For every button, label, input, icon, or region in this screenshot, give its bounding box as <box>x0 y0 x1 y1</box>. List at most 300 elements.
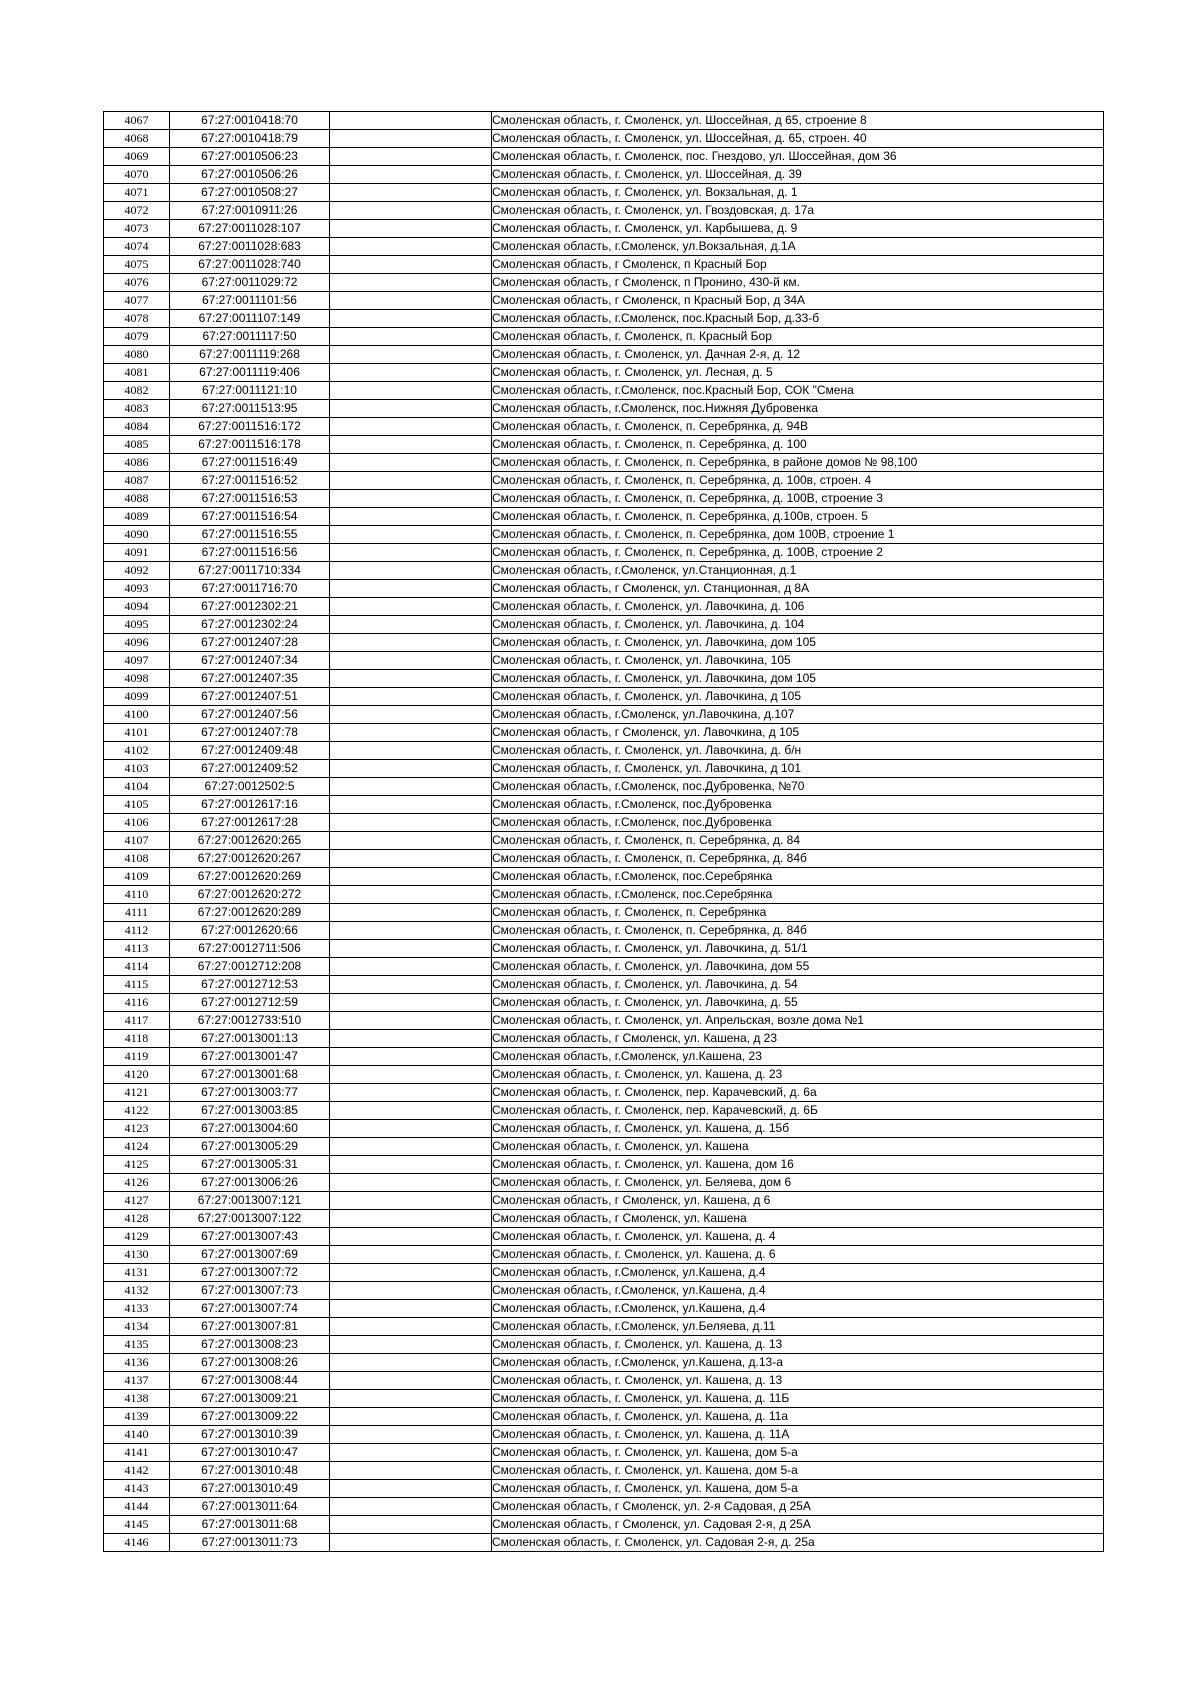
empty-cell <box>330 652 492 670</box>
cadastral-number-cell: 67:27:0011516:178 <box>170 436 330 454</box>
empty-cell <box>330 1048 492 1066</box>
row-number-cell: 4125 <box>104 1156 170 1174</box>
address-cell: Смоленская область, г. Смоленск, ул. Лавочкина, д 101 <box>492 760 1104 778</box>
empty-cell <box>330 1480 492 1498</box>
empty-cell <box>330 1228 492 1246</box>
table-row <box>104 850 1104 868</box>
cadastral-number-cell: 67:27:0012620:265 <box>170 832 330 850</box>
table-row <box>104 544 1104 562</box>
cadastral-number-cell: 67:27:0012620:272 <box>170 886 330 904</box>
address-cell: Смоленская область, г.Смоленск, ул.Станционная, д.1 <box>492 562 1104 580</box>
row-number-cell: 4114 <box>104 958 170 976</box>
row-number-cell: 4105 <box>104 796 170 814</box>
cadastral-number-cell: 67:27:0013005:31 <box>170 1156 330 1174</box>
row-number-cell: 4134 <box>104 1318 170 1336</box>
empty-cell <box>330 1156 492 1174</box>
row-number-cell: 4083 <box>104 400 170 418</box>
table-row <box>104 1066 1104 1084</box>
row-number-cell: 4068 <box>104 130 170 148</box>
row-number-cell: 4087 <box>104 472 170 490</box>
row-number-cell: 4138 <box>104 1390 170 1408</box>
empty-cell <box>330 634 492 652</box>
address-cell: Смоленская область, г. Смоленск, ул. Дачная 2-я, д. 12 <box>492 346 1104 364</box>
row-number-cell: 4084 <box>104 418 170 436</box>
empty-cell <box>330 346 492 364</box>
table-row <box>104 1102 1104 1120</box>
empty-cell <box>330 994 492 1012</box>
empty-cell <box>330 958 492 976</box>
registry-table-body <box>104 112 1104 1552</box>
address-cell: Смоленская область, г. Смоленск, ул. Лесная, д. 5 <box>492 364 1104 382</box>
row-number-cell: 4107 <box>104 832 170 850</box>
row-number-cell: 4140 <box>104 1426 170 1444</box>
table-row <box>104 688 1104 706</box>
address-cell: Смоленская область, г. Смоленск, п. Серебрянка <box>492 904 1104 922</box>
table-row <box>104 760 1104 778</box>
table-row <box>104 994 1104 1012</box>
address-cell: Смоленская область, г.Смоленск, пос.Красный Бор, СОК "Смена <box>492 382 1104 400</box>
address-cell: Смоленская область, г.Смоленск, ул.Кашена, д.4 <box>492 1300 1104 1318</box>
cadastral-number-cell: 67:27:0012502:5 <box>170 778 330 796</box>
table-row <box>104 1138 1104 1156</box>
cadastral-number-cell: 67:27:0010418:79 <box>170 130 330 148</box>
address-cell: Смоленская область, г. Смоленск, ул. Шоссейная, д. 65, строен. 40 <box>492 130 1104 148</box>
empty-cell <box>330 742 492 760</box>
cadastral-number-cell: 67:27:0010508:27 <box>170 184 330 202</box>
address-cell: Смоленская область, г. Смоленск, ул. Карбышева, д. 9 <box>492 220 1104 238</box>
address-cell: Смоленская область, г. Смоленск, ул. Кашена, д. 6 <box>492 1246 1104 1264</box>
empty-cell <box>330 544 492 562</box>
cadastral-number-cell: 67:27:0012712:53 <box>170 976 330 994</box>
row-number-cell: 4139 <box>104 1408 170 1426</box>
empty-cell <box>330 580 492 598</box>
empty-cell <box>330 202 492 220</box>
address-cell: Смоленская область, г. Смоленск, ул. Лавочкина, д. 54 <box>492 976 1104 994</box>
empty-cell <box>330 112 492 130</box>
row-number-cell: 4127 <box>104 1192 170 1210</box>
address-cell: Смоленская область, г. Смоленск, п. Серебрянка, д. 100В, строение 3 <box>492 490 1104 508</box>
table-row <box>104 472 1104 490</box>
cadastral-number-cell: 67:27:0010418:70 <box>170 112 330 130</box>
empty-cell <box>330 526 492 544</box>
address-cell: Смоленская область, г. Смоленск, ул. Лавочкина, дом 105 <box>492 670 1104 688</box>
table-row <box>104 184 1104 202</box>
cadastral-number-cell: 67:27:0012407:34 <box>170 652 330 670</box>
empty-cell <box>330 1282 492 1300</box>
empty-cell <box>330 976 492 994</box>
address-cell: Смоленская область, г. Смоленск, ул. Вокзальная, д. 1 <box>492 184 1104 202</box>
table-row <box>104 832 1104 850</box>
table-row <box>104 1228 1104 1246</box>
table-row <box>104 292 1104 310</box>
cadastral-number-cell: 67:27:0013001:68 <box>170 1066 330 1084</box>
cadastral-number-cell: 67:27:0011516:52 <box>170 472 330 490</box>
cadastral-number-cell: 67:27:0011029:72 <box>170 274 330 292</box>
table-row <box>104 1480 1104 1498</box>
table-row <box>104 634 1104 652</box>
address-cell: Смоленская область, г Смоленск, ул. Кашена, д 23 <box>492 1030 1104 1048</box>
table-row <box>104 238 1104 256</box>
address-cell: Смоленская область, г. Смоленск, п. Серебрянка, дом 100В, строение 1 <box>492 526 1104 544</box>
cadastral-number-cell: 67:27:0012620:269 <box>170 868 330 886</box>
table-row <box>104 778 1104 796</box>
row-number-cell: 4144 <box>104 1498 170 1516</box>
table-row <box>104 382 1104 400</box>
cadastral-number-cell: 67:27:0012302:21 <box>170 598 330 616</box>
address-cell: Смоленская область, г Смоленск, ул. Кашена, д 6 <box>492 1192 1104 1210</box>
empty-cell <box>330 472 492 490</box>
table-row <box>104 706 1104 724</box>
table-row <box>104 1444 1104 1462</box>
address-cell: Смоленская область, г.Смоленск, пос.Серебрянка <box>492 886 1104 904</box>
empty-cell <box>330 940 492 958</box>
address-cell: Смоленская область, г. Смоленск, пос. Гнездово, ул. Шоссейная, дом 36 <box>492 148 1104 166</box>
row-number-cell: 4091 <box>104 544 170 562</box>
cadastral-number-cell: 67:27:0010506:26 <box>170 166 330 184</box>
table-row <box>104 1462 1104 1480</box>
cadastral-number-cell: 67:27:0013007:122 <box>170 1210 330 1228</box>
cadastral-number-cell: 67:27:0011117:50 <box>170 328 330 346</box>
empty-cell <box>330 1192 492 1210</box>
row-number-cell: 4129 <box>104 1228 170 1246</box>
row-number-cell: 4115 <box>104 976 170 994</box>
row-number-cell: 4132 <box>104 1282 170 1300</box>
row-number-cell: 4079 <box>104 328 170 346</box>
address-cell: Смоленская область, г. Смоленск, ул. Апрельская, возле дома №1 <box>492 1012 1104 1030</box>
row-number-cell: 4136 <box>104 1354 170 1372</box>
table-row <box>104 112 1104 130</box>
table-row <box>104 202 1104 220</box>
address-cell: Смоленская область, г. Смоленск, ул. Кашена, д. 11А <box>492 1426 1104 1444</box>
empty-cell <box>330 400 492 418</box>
cadastral-number-cell: 67:27:0012712:208 <box>170 958 330 976</box>
address-cell: Смоленская область, г.Смоленск, пос.Красный Бор, д.33-б <box>492 310 1104 328</box>
table-row <box>104 940 1104 958</box>
address-cell: Смоленская область, г. Смоленск, п. Серебрянка, д. 100 <box>492 436 1104 454</box>
cadastral-number-cell: 67:27:0013003:85 <box>170 1102 330 1120</box>
address-cell: Смоленская область, г.Смоленск, ул.Беляева, д.11 <box>492 1318 1104 1336</box>
address-cell: Смоленская область, г Смоленск, ул. Кашена <box>492 1210 1104 1228</box>
cadastral-number-cell: 67:27:0011716:70 <box>170 580 330 598</box>
cadastral-number-cell: 67:27:0011119:406 <box>170 364 330 382</box>
address-cell: Смоленская область, г Смоленск, ул. Лавочкина, д 105 <box>492 724 1104 742</box>
empty-cell <box>330 1426 492 1444</box>
address-cell: Смоленская область, г Смоленск, п Красный Бор <box>492 256 1104 274</box>
row-number-cell: 4146 <box>104 1534 170 1552</box>
cadastral-number-cell: 67:27:0011107:149 <box>170 310 330 328</box>
address-cell: Смоленская область, г Смоленск, ул. Садовая 2-я, д 25А <box>492 1516 1104 1534</box>
address-cell: Смоленская область, г. Смоленск, ул. Садовая 2-я, д. 25а <box>492 1534 1104 1552</box>
address-cell: Смоленская область, г.Смоленск, ул.Кашена, д.4 <box>492 1282 1104 1300</box>
empty-cell <box>330 1210 492 1228</box>
table-row <box>104 796 1104 814</box>
cadastral-number-cell: 67:27:0013007:69 <box>170 1246 330 1264</box>
cadastral-number-cell: 67:27:0011516:56 <box>170 544 330 562</box>
cadastral-number-cell: 67:27:0013010:47 <box>170 1444 330 1462</box>
table-row <box>104 364 1104 382</box>
table-row <box>104 1354 1104 1372</box>
row-number-cell: 4119 <box>104 1048 170 1066</box>
row-number-cell: 4069 <box>104 148 170 166</box>
table-row <box>104 580 1104 598</box>
cadastral-number-cell: 67:27:0013011:73 <box>170 1534 330 1552</box>
address-cell: Смоленская область, г. Смоленск, п. Серебрянка, д. 84 <box>492 832 1104 850</box>
address-cell: Смоленская область, г. Смоленск, п. Серебрянка, д.100в, строен. 5 <box>492 508 1104 526</box>
cadastral-number-cell: 67:27:0013005:29 <box>170 1138 330 1156</box>
empty-cell <box>330 310 492 328</box>
address-cell: Смоленская область, г. Смоленск, ул. Лавочкина, д. 106 <box>492 598 1104 616</box>
row-number-cell: 4095 <box>104 616 170 634</box>
empty-cell <box>330 1462 492 1480</box>
cadastral-number-cell: 67:27:0011710:334 <box>170 562 330 580</box>
table-row <box>104 1390 1104 1408</box>
empty-cell <box>330 850 492 868</box>
empty-cell <box>330 328 492 346</box>
table-row <box>104 1174 1104 1192</box>
table-row <box>104 1300 1104 1318</box>
empty-cell <box>330 1372 492 1390</box>
address-cell: Смоленская область, г. Смоленск, п. Серебрянка, д. 100в, строен. 4 <box>492 472 1104 490</box>
address-cell: Смоленская область, г. Смоленск, ул. Лавочкина, 105 <box>492 652 1104 670</box>
row-number-cell: 4117 <box>104 1012 170 1030</box>
empty-cell <box>330 598 492 616</box>
cadastral-number-cell: 67:27:0010506:23 <box>170 148 330 166</box>
table-row <box>104 346 1104 364</box>
table-row <box>104 1012 1104 1030</box>
address-cell: Смоленская область, г. Смоленск, ул. Кашена, дом 5-а <box>492 1462 1104 1480</box>
address-cell: Смоленская область, г.Смоленск, пос.Дубровенка, №70 <box>492 778 1104 796</box>
empty-cell <box>330 1246 492 1264</box>
empty-cell <box>330 436 492 454</box>
row-number-cell: 4092 <box>104 562 170 580</box>
row-number-cell: 4086 <box>104 454 170 472</box>
cadastral-number-cell: 67:27:0010911:26 <box>170 202 330 220</box>
cadastral-number-cell: 67:27:0013006:26 <box>170 1174 330 1192</box>
empty-cell <box>330 418 492 436</box>
address-cell: Смоленская область, г Смоленск, ул. Станционная, д 8А <box>492 580 1104 598</box>
row-number-cell: 4074 <box>104 238 170 256</box>
empty-cell <box>330 832 492 850</box>
address-cell: Смоленская область, г. Смоленск, ул. Кашена, д. 13 <box>492 1372 1104 1390</box>
empty-cell <box>330 1354 492 1372</box>
empty-cell <box>330 922 492 940</box>
empty-cell <box>330 508 492 526</box>
cadastral-number-cell: 67:27:0011121:10 <box>170 382 330 400</box>
empty-cell <box>330 670 492 688</box>
table-row <box>104 400 1104 418</box>
row-number-cell: 4067 <box>104 112 170 130</box>
table-row <box>104 922 1104 940</box>
table-row <box>104 418 1104 436</box>
cadastral-number-cell: 67:27:0012620:267 <box>170 850 330 868</box>
empty-cell <box>330 364 492 382</box>
address-cell: Смоленская область, г. Смоленск, ул. Гвоздовская, д. 17а <box>492 202 1104 220</box>
address-cell: Смоленская область, г. Смоленск, ул. Шоссейная, д. 39 <box>492 166 1104 184</box>
address-cell: Смоленская область, г. Смоленск, пер. Карачевский, д. 6а <box>492 1084 1104 1102</box>
table-row <box>104 274 1104 292</box>
address-cell: Смоленская область, г. Смоленск, ул. Кашена, дом 16 <box>492 1156 1104 1174</box>
address-cell: Смоленская область, г. Смоленск, ул. Кашена, д. 15б <box>492 1120 1104 1138</box>
empty-cell <box>330 724 492 742</box>
empty-cell <box>330 1012 492 1030</box>
address-cell: Смоленская область, г. Смоленск, ул. Кашена, дом 5-а <box>492 1480 1104 1498</box>
address-cell: Смоленская область, г. Смоленск, ул. Лавочкина, д. б/н <box>492 742 1104 760</box>
address-cell: Смоленская область, г. Смоленск, ул. Кашена, д. 11Б <box>492 1390 1104 1408</box>
empty-cell <box>330 1390 492 1408</box>
empty-cell <box>330 1174 492 1192</box>
row-number-cell: 4130 <box>104 1246 170 1264</box>
cadastral-number-cell: 67:27:0013008:26 <box>170 1354 330 1372</box>
cadastral-number-cell: 67:27:0011516:55 <box>170 526 330 544</box>
table-row <box>104 598 1104 616</box>
address-cell: Смоленская область, г. Смоленск, ул. Беляева, дом 6 <box>492 1174 1104 1192</box>
cadastral-number-cell: 67:27:0013001:47 <box>170 1048 330 1066</box>
table-row <box>104 886 1104 904</box>
row-number-cell: 4085 <box>104 436 170 454</box>
table-row <box>104 1120 1104 1138</box>
empty-cell <box>330 238 492 256</box>
row-number-cell: 4093 <box>104 580 170 598</box>
empty-cell <box>330 778 492 796</box>
table-row <box>104 436 1104 454</box>
address-cell: Смоленская область, г.Смоленск, ул.Вокзальная, д.1А <box>492 238 1104 256</box>
row-number-cell: 4100 <box>104 706 170 724</box>
empty-cell <box>330 184 492 202</box>
cadastral-number-cell: 67:27:0011028:107 <box>170 220 330 238</box>
cadastral-number-cell: 67:27:0011516:49 <box>170 454 330 472</box>
address-cell: Смоленская область, г.Смоленск, пос.Дубровенка <box>492 814 1104 832</box>
table-row <box>104 1336 1104 1354</box>
address-cell: Смоленская область, г. Смоленск, ул. Кашена <box>492 1138 1104 1156</box>
row-number-cell: 4073 <box>104 220 170 238</box>
empty-cell <box>330 1408 492 1426</box>
row-number-cell: 4122 <box>104 1102 170 1120</box>
table-row <box>104 1246 1104 1264</box>
table-row <box>104 670 1104 688</box>
row-number-cell: 4070 <box>104 166 170 184</box>
empty-cell <box>330 688 492 706</box>
row-number-cell: 4108 <box>104 850 170 868</box>
empty-cell <box>330 868 492 886</box>
empty-cell <box>330 220 492 238</box>
cadastral-number-cell: 67:27:0011513:95 <box>170 400 330 418</box>
empty-cell <box>330 1516 492 1534</box>
empty-cell <box>330 904 492 922</box>
cadastral-number-cell: 67:27:0011516:172 <box>170 418 330 436</box>
empty-cell <box>330 1498 492 1516</box>
table-row <box>104 130 1104 148</box>
row-number-cell: 4142 <box>104 1462 170 1480</box>
row-number-cell: 4101 <box>104 724 170 742</box>
empty-cell <box>330 796 492 814</box>
cadastral-number-cell: 67:27:0012620:289 <box>170 904 330 922</box>
table-row <box>104 1516 1104 1534</box>
empty-cell <box>330 1300 492 1318</box>
row-number-cell: 4137 <box>104 1372 170 1390</box>
address-cell: Смоленская область, г Смоленск, п Пронино, 430-й км. <box>492 274 1104 292</box>
cadastral-number-cell: 67:27:0012733:510 <box>170 1012 330 1030</box>
cadastral-number-cell: 67:27:0012617:28 <box>170 814 330 832</box>
row-number-cell: 4090 <box>104 526 170 544</box>
row-number-cell: 4124 <box>104 1138 170 1156</box>
table-row <box>104 526 1104 544</box>
table-row <box>104 256 1104 274</box>
table-row <box>104 724 1104 742</box>
address-cell: Смоленская область, г.Смоленск, пос.Дубровенка <box>492 796 1104 814</box>
address-cell: Смоленская область, г. Смоленск, п. Серебрянка, д. 84б <box>492 922 1104 940</box>
row-number-cell: 4081 <box>104 364 170 382</box>
empty-cell <box>330 1066 492 1084</box>
empty-cell <box>330 1138 492 1156</box>
empty-cell <box>330 256 492 274</box>
table-row <box>104 1264 1104 1282</box>
table-row <box>104 1030 1104 1048</box>
address-cell: Смоленская область, г. Смоленск, ул. Кашена, дом 5-а <box>492 1444 1104 1462</box>
empty-cell <box>330 1264 492 1282</box>
empty-cell <box>330 814 492 832</box>
address-cell: Смоленская область, г. Смоленск, п. Серебрянка, д. 94В <box>492 418 1104 436</box>
row-number-cell: 4126 <box>104 1174 170 1192</box>
table-row <box>104 868 1104 886</box>
address-cell: Смоленская область, г. Смоленск, пер. Карачевский, д. 6Б <box>492 1102 1104 1120</box>
table-row <box>104 1372 1104 1390</box>
address-cell: Смоленская область, г. Смоленск, п. Серебрянка, д. 84б <box>492 850 1104 868</box>
address-cell: Смоленская область, г. Смоленск, ул. Кашена, д. 11а <box>492 1408 1104 1426</box>
row-number-cell: 4076 <box>104 274 170 292</box>
table-row <box>104 1192 1104 1210</box>
cadastral-number-cell: 67:27:0013011:68 <box>170 1516 330 1534</box>
row-number-cell: 4072 <box>104 202 170 220</box>
address-cell: Смоленская область, г. Смоленск, ул. Лавочкина, д. 104 <box>492 616 1104 634</box>
cadastral-number-cell: 67:27:0012407:28 <box>170 634 330 652</box>
row-number-cell: 4116 <box>104 994 170 1012</box>
row-number-cell: 4133 <box>104 1300 170 1318</box>
row-number-cell: 4112 <box>104 922 170 940</box>
table-row <box>104 562 1104 580</box>
address-cell: Смоленская область, г. Смоленск, ул. Кашена, д. 13 <box>492 1336 1104 1354</box>
table-row <box>104 310 1104 328</box>
cadastral-number-cell: 67:27:0013007:43 <box>170 1228 330 1246</box>
empty-cell <box>330 886 492 904</box>
row-number-cell: 4106 <box>104 814 170 832</box>
table-row <box>104 904 1104 922</box>
cadastral-number-cell: 67:27:0012302:24 <box>170 616 330 634</box>
empty-cell <box>330 1534 492 1552</box>
empty-cell <box>330 1030 492 1048</box>
cadastral-number-cell: 67:27:0012407:51 <box>170 688 330 706</box>
row-number-cell: 4143 <box>104 1480 170 1498</box>
empty-cell <box>330 148 492 166</box>
table-row <box>104 166 1104 184</box>
empty-cell <box>330 562 492 580</box>
row-number-cell: 4096 <box>104 634 170 652</box>
address-cell: Смоленская область, г. Смоленск, ул. Лавочкина, д 105 <box>492 688 1104 706</box>
cadastral-number-cell: 67:27:0013008:23 <box>170 1336 330 1354</box>
table-row <box>104 1426 1104 1444</box>
row-number-cell: 4094 <box>104 598 170 616</box>
cadastral-number-cell: 67:27:0012407:56 <box>170 706 330 724</box>
address-cell: Смоленская область, г. Смоленск, ул. Лавочкина, дом 105 <box>492 634 1104 652</box>
row-number-cell: 4120 <box>104 1066 170 1084</box>
address-cell: Смоленская область, г.Смоленск, пос.Серебрянка <box>492 868 1104 886</box>
row-number-cell: 4109 <box>104 868 170 886</box>
table-row <box>104 1048 1104 1066</box>
cadastral-number-cell: 67:27:0011119:268 <box>170 346 330 364</box>
row-number-cell: 4118 <box>104 1030 170 1048</box>
cadastral-number-cell: 67:27:0012407:35 <box>170 670 330 688</box>
table-row <box>104 328 1104 346</box>
cadastral-number-cell: 67:27:0011516:53 <box>170 490 330 508</box>
